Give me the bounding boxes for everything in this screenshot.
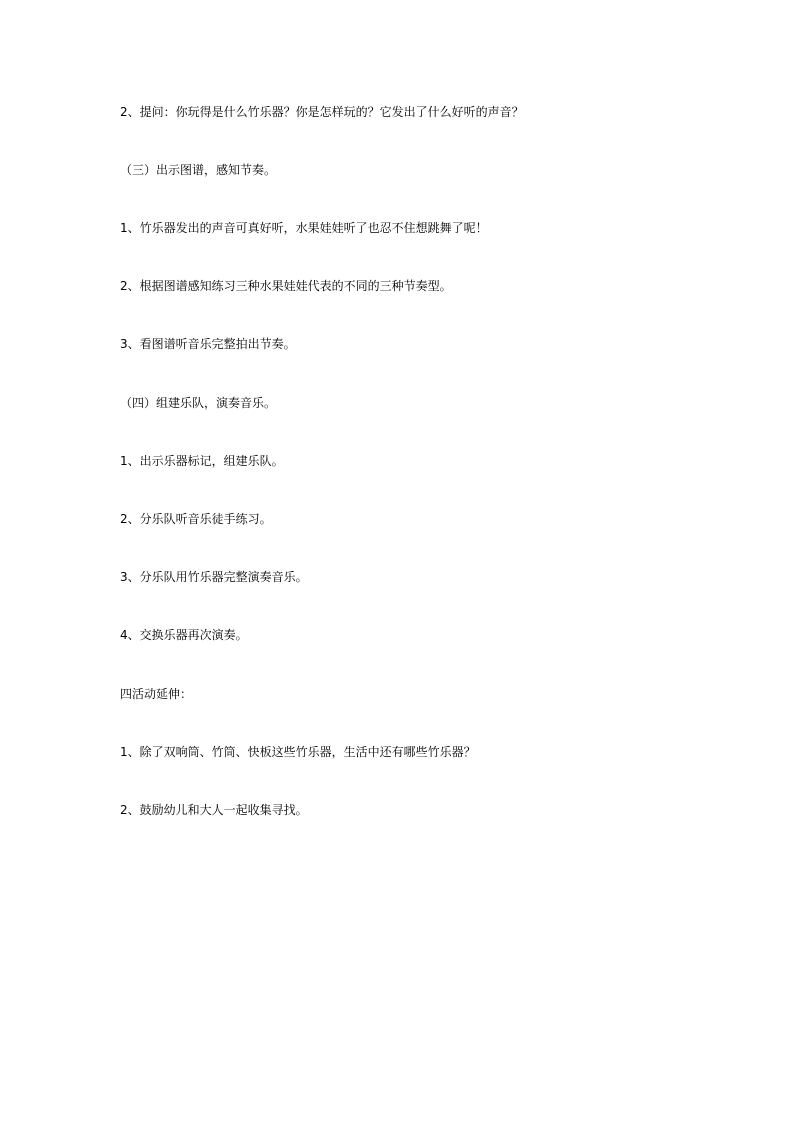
paragraph-swap-instruments: 4、交换乐器再次演奏。 <box>120 628 248 642</box>
section-heading-4-form-band: （四）组建乐队，演奏音乐。 <box>120 396 277 410</box>
paragraph-question-instruments: 2、提问：你玩得是什么竹乐器？你是怎样玩的？它发出了什么好听的声音？ <box>120 105 524 119</box>
section-heading-3-rhythm-chart: （三）出示图谱，感知节奏。 <box>120 163 277 177</box>
paragraph-instrument-marks: 1、出示乐器标记，组建乐队。 <box>120 454 284 468</box>
paragraph-clap-rhythm: 3、看图谱听音乐完整拍出节奏。 <box>120 337 296 351</box>
paragraph-full-performance: 3、分乐队用竹乐器完整演奏音乐。 <box>120 570 308 584</box>
paragraph-collect-together: 2、鼓励幼儿和大人一起收集寻找。 <box>120 803 308 817</box>
section-heading-activity-extension: 四活动延伸： <box>120 687 193 701</box>
paragraph-rhythm-patterns: 2、根据图谱感知练习三种水果娃娃代表的不同的三种节奏型。 <box>120 279 452 293</box>
paragraph-other-bamboo-instruments: 1、除了双响筒、竹筒、快板这些竹乐器，生活中还有哪些竹乐器？ <box>120 745 476 759</box>
paragraph-bare-hand-practice: 2、分乐队听音乐徒手练习。 <box>120 512 272 526</box>
paragraph-bamboo-sound: 1、竹乐器发出的声音可真好听，水果娃娃听了也忍不住想跳舞了呢！ <box>120 221 488 235</box>
